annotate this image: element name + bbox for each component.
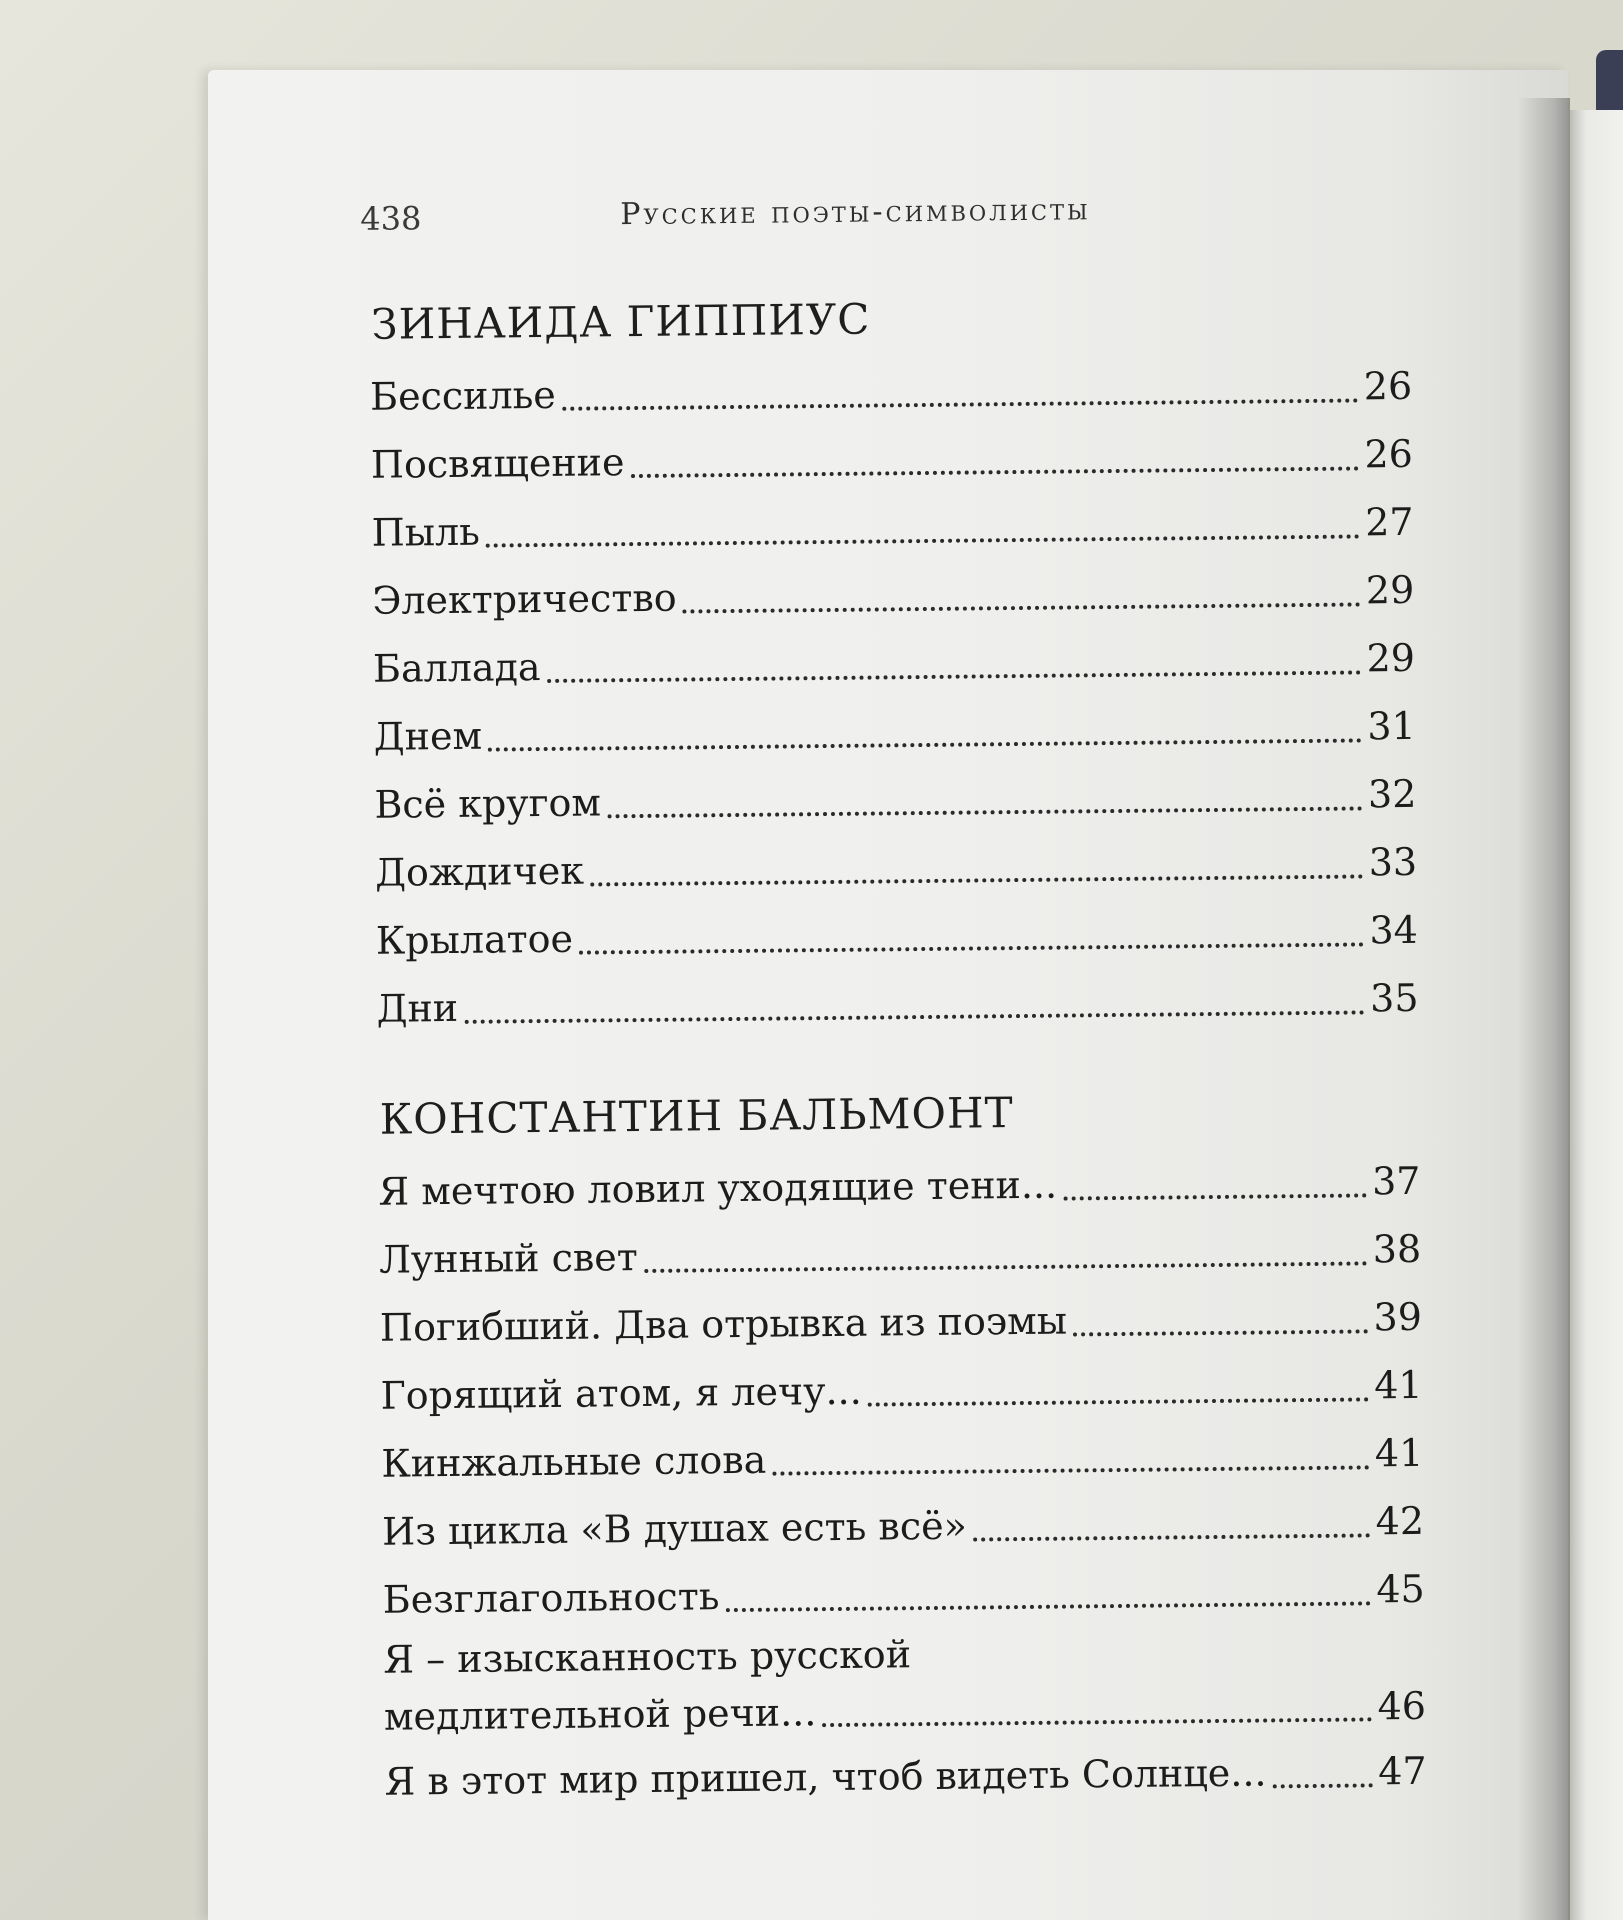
dot-leader (631, 466, 1359, 478)
toc-entry (379, 1215, 1422, 1294)
toc-entry-page: 26 (1364, 431, 1414, 477)
toc-entry-title-line2: медлительной речи... (383, 1690, 817, 1739)
toc-entry (371, 420, 1414, 499)
toc-entry-title: Лунный свет (378, 1235, 638, 1282)
toc-entry-title: Я в этот мир пришел, чтоб видеть Солнце... (384, 1750, 1267, 1804)
toc-entry (378, 1147, 1421, 1226)
table-of-contents (350, 179, 1427, 1816)
toc-entry-title: Бессилье (369, 372, 557, 419)
dot-leader (562, 398, 1358, 410)
toc-entry (383, 1623, 1426, 1748)
dot-leader (683, 602, 1360, 613)
dot-leader (1273, 1783, 1373, 1788)
toc-entry-page: 31 (1367, 703, 1416, 749)
dot-leader (644, 1261, 1367, 1273)
toc-entry (384, 1737, 1427, 1816)
toc-entry-title: Погибший. Два отрывка из поэмы (379, 1298, 1068, 1350)
toc-entry-title: Всё кругом (374, 780, 602, 827)
toc-entry-page: 46 (1377, 1683, 1427, 1729)
section-title-balmont: КОНСТАНТИН БАЛЬМОНТ (379, 1088, 1014, 1144)
toc-entry-title: Безглагольность (382, 1574, 720, 1622)
dot-leader (488, 738, 1361, 751)
toc-entry-title: Электричество (372, 575, 677, 623)
dot-leader (772, 1465, 1369, 1475)
toc-entry-page: 27 (1364, 499, 1414, 545)
toc-entry-page: 29 (1365, 567, 1415, 613)
toc-entry (376, 896, 1419, 975)
dot-leader (1073, 1329, 1368, 1336)
dot-leader (822, 1717, 1371, 1727)
toc-entry (370, 352, 1413, 431)
toc-entry-page: 33 (1368, 839, 1418, 885)
dot-leader (579, 942, 1363, 954)
dot-leader (1063, 1193, 1366, 1200)
dot-leader (607, 806, 1362, 818)
toc-entry (381, 1419, 1424, 1498)
toc-entry-title: Дождичек (374, 848, 585, 895)
toc-entry-title: Дни (376, 985, 459, 1031)
toc-entry (371, 488, 1414, 567)
toc-entry-page: 35 (1369, 975, 1419, 1021)
toc-entry (374, 760, 1417, 839)
toc-entry-title: Крылатое (375, 916, 574, 963)
toc-entry-page: 45 (1376, 1566, 1425, 1612)
toc-entry-title: Кинжальные слова (381, 1437, 767, 1486)
dot-leader (547, 670, 1361, 683)
toc-entry-title: Горящий атом, я лечу... (380, 1368, 862, 1418)
toc-entry-page: 34 (1369, 907, 1419, 953)
gutter-shadow (1518, 98, 1570, 1920)
toc-entry-page: 39 (1373, 1294, 1423, 1340)
toc-entry-page: 47 (1378, 1748, 1427, 1794)
toc-entry-title: Из цикла «В душах есть всё» (381, 1503, 968, 1554)
dot-leader (486, 534, 1359, 547)
toc-entry-page: 37 (1371, 1158, 1421, 1204)
dot-leader (973, 1533, 1370, 1541)
toc-entry (372, 556, 1415, 635)
toc-entry-page: 32 (1367, 771, 1417, 817)
toc-entry (373, 624, 1416, 703)
toc-entry (382, 1487, 1425, 1566)
toc-entry (376, 964, 1419, 1043)
toc-entry-page: 38 (1372, 1226, 1422, 1272)
toc-entry (373, 692, 1416, 771)
toc-entry-title: Я мечтою ловил уходящие тени... (378, 1162, 1058, 1214)
toc-entry-page: 26 (1363, 363, 1413, 409)
toc-entry-title-line1: Я – изысканность русской (383, 1632, 912, 1682)
section-title-gippius: ЗИНАИДА ГИППИУС (371, 294, 871, 349)
toc-entry-title: Баллада (372, 645, 541, 691)
toc-entry-page: 29 (1366, 635, 1416, 681)
toc-entry-title: Днем (373, 713, 483, 759)
toc-entry-title: Посвящение (370, 440, 625, 487)
toc-entry (375, 828, 1418, 907)
toc-entry-title: Пыль (371, 509, 481, 555)
page-number: 438 (360, 199, 422, 238)
toc-entry (382, 1555, 1425, 1634)
toc-entry-page: 41 (1373, 1362, 1423, 1408)
dot-leader (868, 1397, 1369, 1406)
running-head (350, 179, 1411, 260)
toc-entry-page: 42 (1375, 1498, 1425, 1544)
dot-leader (464, 1010, 1364, 1023)
toc-entry-line2 (384, 1675, 1427, 1748)
dot-leader (590, 874, 1363, 886)
toc-entry (380, 1283, 1423, 1362)
dot-leader (726, 1601, 1371, 1612)
facing-page-edge (1570, 110, 1623, 1920)
toc-entry (380, 1351, 1423, 1430)
toc-entry-page: 41 (1374, 1430, 1424, 1476)
running-title: Русские поэты-символисты (620, 192, 1091, 233)
